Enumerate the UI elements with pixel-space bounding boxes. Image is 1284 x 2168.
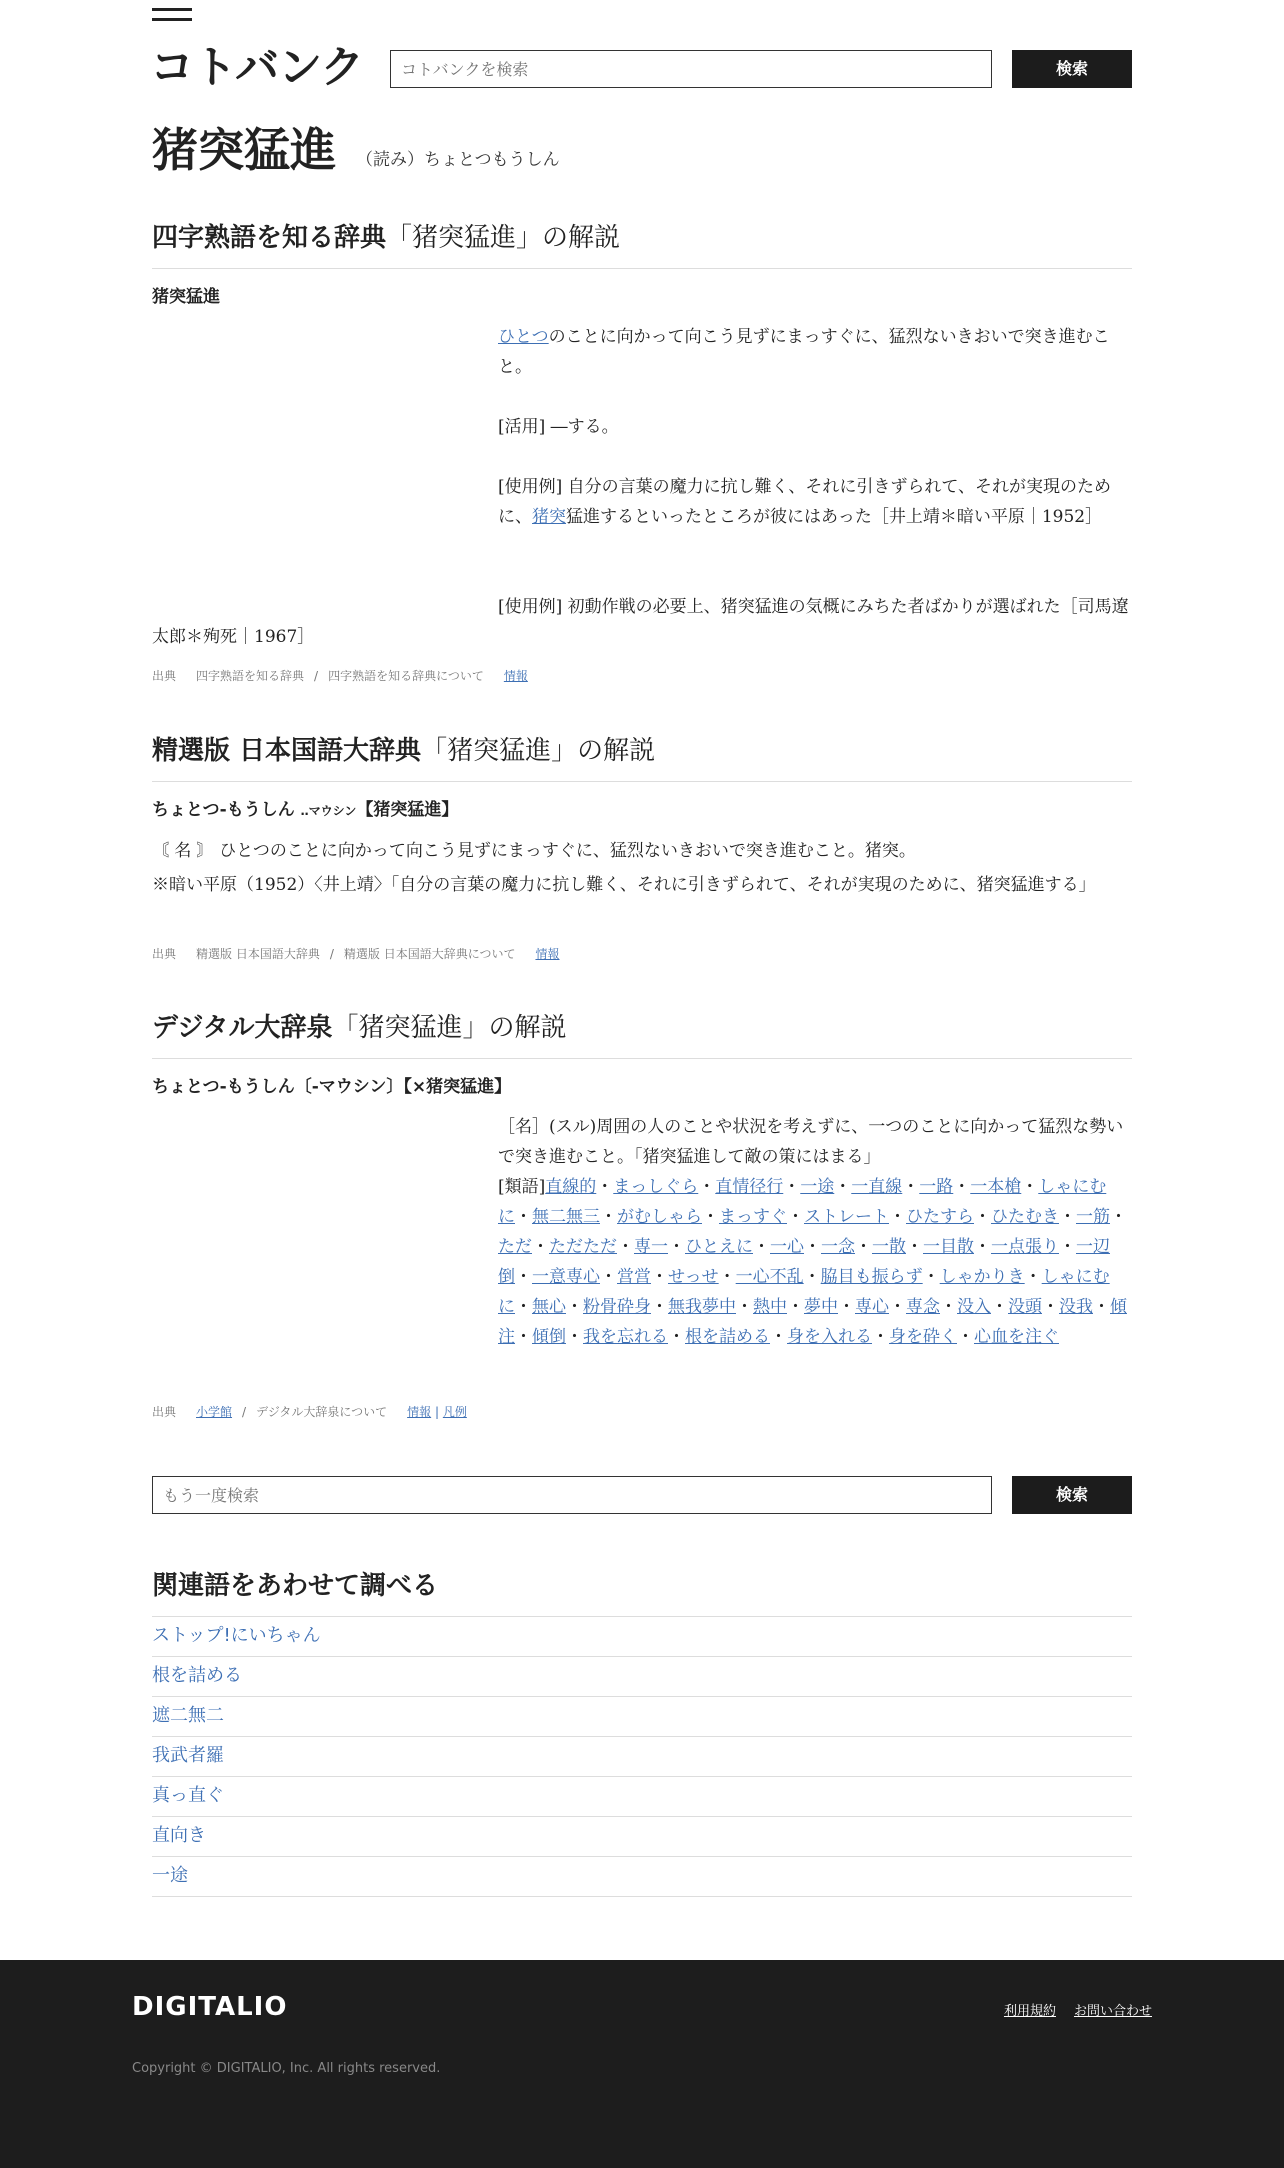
synonym-list: [類語]直線的・まっしぐら・直情径行・一途・一直線・一路・一本槍・しゃにむに・無二無三・がむしゃら・まっすぐ・ストレート・ひたすら・ひたむき・一筋・ただ・ただただ・専一・ひとえに・一心・一念・一散・一目散・一点張り・一辺倒・一意専心・営営・せっせ・一心不乱・脇目も振らず・しゃかりき・しゃにむに・無心・粉骨砕身・無我夢中・熱中・夢中・専心・専念・没入・没頭・没我・傾注・傾倒・我を忘れる・根を詰める・身を入れる・身を砕く・心血を注ぐ — [498, 1177, 1127, 1347]
entry-heading: ちょとつ‐もうしん ‥マウシン【猪突猛進】 — [152, 800, 459, 820]
section-suffix: 「猪突猛進」の解説 — [332, 1013, 567, 1043]
synonym-link[interactable]: 無二無三 — [532, 1207, 600, 1227]
synonym-link[interactable]: 熱中 — [753, 1297, 787, 1317]
synonym-link[interactable]: 一目散 — [923, 1237, 974, 1257]
search-again-button[interactable]: 検索 — [1012, 1476, 1132, 1514]
synonym-link[interactable]: 傾注 — [498, 1297, 1127, 1347]
synonym-link[interactable]: 一辺倒 — [498, 1237, 1110, 1287]
synonym-link[interactable]: 没入 — [957, 1297, 991, 1317]
entry-heading: 猪突猛進 — [152, 287, 220, 307]
related-list — [152, 1616, 1132, 1897]
synonym-link[interactable]: 一直線 — [851, 1177, 903, 1197]
page-reading: （読み）ちょとつもうしん — [356, 150, 560, 170]
hamburger-menu-icon[interactable] — [152, 8, 192, 28]
dict-name: デジタル大辞泉 — [152, 1013, 333, 1043]
synonym-link[interactable]: ただ — [498, 1237, 532, 1257]
synonym-link[interactable]: 一意専心 — [532, 1267, 600, 1287]
site-logo[interactable]: コトバンク — [150, 42, 364, 93]
info-link[interactable]: 情報 — [503, 669, 528, 683]
hanrei-link[interactable]: 凡例 — [442, 1405, 467, 1419]
source-line: 出典 小学館 / デジタル大辞泉について 情報 | 凡例 — [152, 1405, 467, 1419]
synonym-link[interactable]: 傾倒 — [532, 1327, 566, 1347]
synonym-link[interactable]: 根を詰める — [685, 1327, 770, 1347]
source-line: 出典 四字熟語を知る辞典 / 四字熟語を知る辞典について 情報 — [152, 669, 528, 683]
synonym-link[interactable]: がむしゃら — [617, 1207, 702, 1227]
related-item[interactable]: ストップ!にいちゃん — [152, 1616, 1132, 1656]
synonym-link[interactable]: 一心 — [770, 1237, 804, 1257]
synonym-link[interactable]: 夢中 — [804, 1297, 838, 1317]
definition-body: ［名］(スル)周囲の人のことや状況を考えずに、一つのことに向かって猛烈な勢いで突き進むこと。「猪突猛進して敵の策にはまる」 [類語]直線的・まっしぐら・直情径行・一途・一直線・一路・一本槍・しゃにむに・無二無三・がむしゃら・まっすぐ・ストレート・ひたすら・ひたむき・一筋・ただ・ただただ・専一・ひとえに・一心・一念・一散・一目散・一点張り・一辺倒・一意専心・営営・せっせ・一心不乱・脇目も振らず・しゃかりき・しゃにむに・無心・粉骨砕身・無我夢中・熱中・夢中・専心・専念・没入・没頭・没我・傾注・傾倒・我を忘れる・根を詰める・身を入れる・身を砕く・心血を注ぐ — [498, 1112, 1132, 1352]
section-heading-nikkoku — [152, 733, 1132, 782]
info-link[interactable]: 情報 — [535, 947, 560, 961]
related-item[interactable]: 一途 — [152, 1856, 1132, 1897]
synonym-link[interactable]: 無我夢中 — [668, 1297, 736, 1317]
synonym-link[interactable]: 身を入れる — [787, 1327, 872, 1347]
synonym-link[interactable]: 没我 — [1059, 1297, 1093, 1317]
related-item[interactable]: 直向き — [152, 1816, 1132, 1856]
synonym-link[interactable]: ひたすら — [906, 1207, 974, 1227]
synonym-link[interactable]: ひたむき — [991, 1207, 1059, 1227]
synonym-link[interactable]: ひとえに — [685, 1237, 753, 1257]
synonym-link[interactable]: 直情径行 — [715, 1177, 784, 1197]
related-item[interactable]: 遮二無二 — [152, 1696, 1132, 1736]
usage-example-2: [使用例] 初動作戦の必要上、猪突猛進の気概にみちた者ばかりが選ばれた［司馬遼太郎＊殉死｜1967］ — [152, 597, 1129, 647]
usage-note: [活用] ―する。 — [498, 417, 619, 437]
synonym-link[interactable]: ただただ — [549, 1237, 617, 1257]
footer-links — [986, 2000, 1152, 2019]
synonym-link[interactable]: しゃにむに — [498, 1177, 1107, 1227]
definition-body — [498, 322, 1132, 532]
search-input[interactable] — [390, 50, 992, 88]
synonym-link[interactable]: まっしぐら — [613, 1177, 699, 1197]
synonym-link[interactable]: 営営 — [617, 1267, 651, 1287]
synonym-link[interactable]: しゃにむに — [498, 1267, 1110, 1317]
word-link[interactable]: ひとつ — [498, 327, 549, 347]
section-heading-daijisen — [152, 1010, 1132, 1059]
synonym-link[interactable]: 一散 — [872, 1237, 906, 1257]
synonym-link[interactable]: 一路 — [919, 1177, 954, 1197]
synonym-link[interactable]: 専心 — [855, 1297, 889, 1317]
copyright: Copyright © DIGITALIO, Inc. All rights reserved. — [132, 2061, 441, 2076]
synonym-link[interactable]: 没頭 — [1008, 1297, 1042, 1317]
synonym-link[interactable]: 専一 — [634, 1237, 668, 1257]
synonym-link[interactable]: 一筋 — [1076, 1207, 1110, 1227]
synonym-link[interactable]: 一途 — [800, 1177, 835, 1197]
synonym-link[interactable]: 我を忘れる — [583, 1327, 668, 1347]
synonym-link[interactable]: ストレート — [804, 1207, 889, 1227]
synonym-link[interactable]: 身を砕く — [889, 1327, 957, 1347]
footer — [0, 1960, 1284, 2168]
related-item[interactable]: 真っ直ぐ — [152, 1776, 1132, 1816]
related-item[interactable]: 我武者羅 — [152, 1736, 1132, 1776]
section-suffix: 「猪突猛進」の解説 — [421, 736, 656, 766]
terms-link[interactable]: 利用規約 — [1003, 2004, 1056, 2019]
publisher-link[interactable]: 小学館 — [196, 1405, 233, 1419]
search-again-input[interactable] — [152, 1476, 992, 1514]
synonym-link[interactable]: 一本槍 — [970, 1177, 1022, 1197]
synonym-link[interactable]: しゃかりき — [939, 1267, 1025, 1287]
footer-logo: DIGITALIO — [132, 1992, 288, 2022]
word-link[interactable]: 猪突 — [532, 507, 566, 527]
synonym-link[interactable]: 一点張り — [991, 1237, 1059, 1257]
section-suffix: 「猪突猛進」の解説 — [386, 223, 621, 253]
synonym-link[interactable]: 無心 — [532, 1297, 566, 1317]
section-heading-yoji — [152, 220, 1132, 269]
related-item[interactable]: 根を詰める — [152, 1656, 1132, 1696]
entry-heading: ちょとつ‐もうしん〔‐マウシン〕【×猪突猛進】 — [152, 1077, 512, 1097]
synonym-link[interactable]: 粉骨砕身 — [583, 1297, 651, 1317]
page-title: 猪突猛進 — [152, 123, 336, 177]
contact-link[interactable]: お問い合わせ — [1073, 2004, 1152, 2019]
synonym-link[interactable]: 心血を注ぐ — [974, 1327, 1059, 1347]
dict-name: 精選版 日本国語大辞典 — [152, 736, 422, 766]
dict-name: 四字熟語を知る辞典 — [152, 223, 387, 253]
synonym-link[interactable]: せっせ — [668, 1267, 719, 1287]
source-line: 出典 精選版 日本国語大辞典 / 精選版 日本国語大辞典について 情報 — [152, 947, 560, 961]
synonym-link[interactable]: 直線的 — [545, 1177, 597, 1197]
definition-text: のことに向かって向こう見ずにまっすぐに、猛烈ないきおいで突き進むこと。 — [498, 327, 1110, 377]
info-link[interactable]: 情報 — [407, 1405, 432, 1419]
synonym-link[interactable]: 脇目も振らず — [820, 1267, 923, 1287]
synonym-link[interactable]: 一念 — [821, 1237, 855, 1257]
synonym-link[interactable]: 専念 — [906, 1297, 940, 1317]
synonym-link[interactable]: 一心不乱 — [735, 1267, 804, 1287]
usage-example: [使用例] 自分の言葉の魔力に抗し難く、それに引きずられて、それが実現のために、猪突猛進するといったところが彼にはあった［井上靖＊暗い平原｜1952］ — [498, 477, 1111, 527]
search-button[interactable]: 検索 — [1012, 50, 1132, 88]
synonym-link[interactable]: まっすぐ — [719, 1207, 787, 1227]
definition-body: 〘 名 〙 ひとつのことに向かって向こう見ずにまっすぐに、猛烈ないきおいで突き進むこと。猪突。 ※暗い平原（1952）〈井上靖〉「自分の言葉の魔力に抗し難く、それに引きずられて、それが実現のために、猪突猛進する」 — [152, 841, 1096, 895]
related-heading: 関連語をあわせて調べる — [152, 1571, 439, 1601]
